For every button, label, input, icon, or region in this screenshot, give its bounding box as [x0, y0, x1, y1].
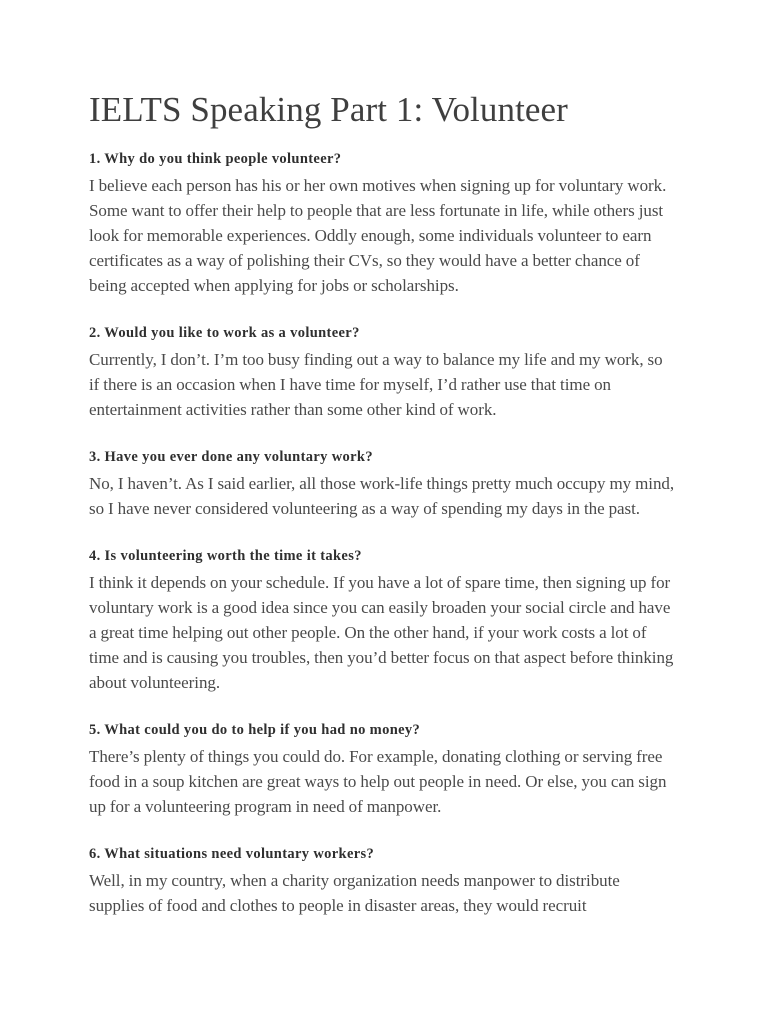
question-heading-6: 6. What situations need voluntary workers?	[89, 846, 375, 862]
qa-block-1	[89, 148, 675, 298]
page-title: IELTS Speaking Part 1: Volunteer	[89, 90, 568, 129]
document-body	[89, 88, 675, 918]
qa-block-5	[89, 719, 675, 819]
question-heading-4: 4. Is volunteering worth the time it takes?	[89, 548, 362, 564]
qa-block-2	[89, 322, 675, 422]
question-heading-3: 3. Have you ever done any voluntary work?	[89, 449, 373, 465]
question-heading-2: 2. Would you like to work as a volunteer?	[89, 325, 360, 341]
qa-block-3	[89, 446, 675, 521]
answer-paragraph-4: I think it depends on your schedule. If you have a lot of spare time, then signing up for voluntary work is a good idea since you can easily broaden your social circle and have a great time helping out other people. On the other hand, if your work costs a lot of time and is causing you troubles, then you’d better focus on that aspect before thinking about volunteering.	[89, 573, 674, 692]
qa-block-6	[89, 843, 675, 918]
question-heading-1: 1. Why do you think people volunteer?	[89, 151, 342, 167]
answer-paragraph-5: There’s plenty of things you could do. For example, donating clothing or serving free food in a soup kitchen are great ways to help out people in need. Or else, you can sign up for a volunteering program in need of manpower.	[89, 747, 667, 816]
answer-paragraph-2: Currently, I don’t. I’m too busy finding out a way to balance my life and my work, so if there is an occasion when I have time for myself, I’d rather use that time on entertainment activities rather than some other kind of work.	[89, 350, 663, 419]
question-heading-5: 5. What could you do to help if you had no money?	[89, 722, 421, 738]
qa-block-4	[89, 545, 675, 695]
answer-paragraph-1: I believe each person has his or her own motives when signing up for voluntary work. Some want to offer their help to people that are less fortunate in life, while others just look for memorable experiences. Oddly enough, some individuals volunteer to earn certificates as a way of polishing their CVs, so they would have a better chance of being accepted when applying for jobs or scholarships.	[89, 176, 667, 295]
answer-paragraph-3: No, I haven’t. As I said earlier, all those work-life things pretty much occupy my mind, so I have never considered volunteering as a way of spending my days in the past.	[89, 474, 675, 518]
answer-paragraph-6: Well, in my country, when a charity organization needs manpower to distribute supplies of food and clothes to people in disaster areas, they would recruit	[89, 871, 620, 915]
